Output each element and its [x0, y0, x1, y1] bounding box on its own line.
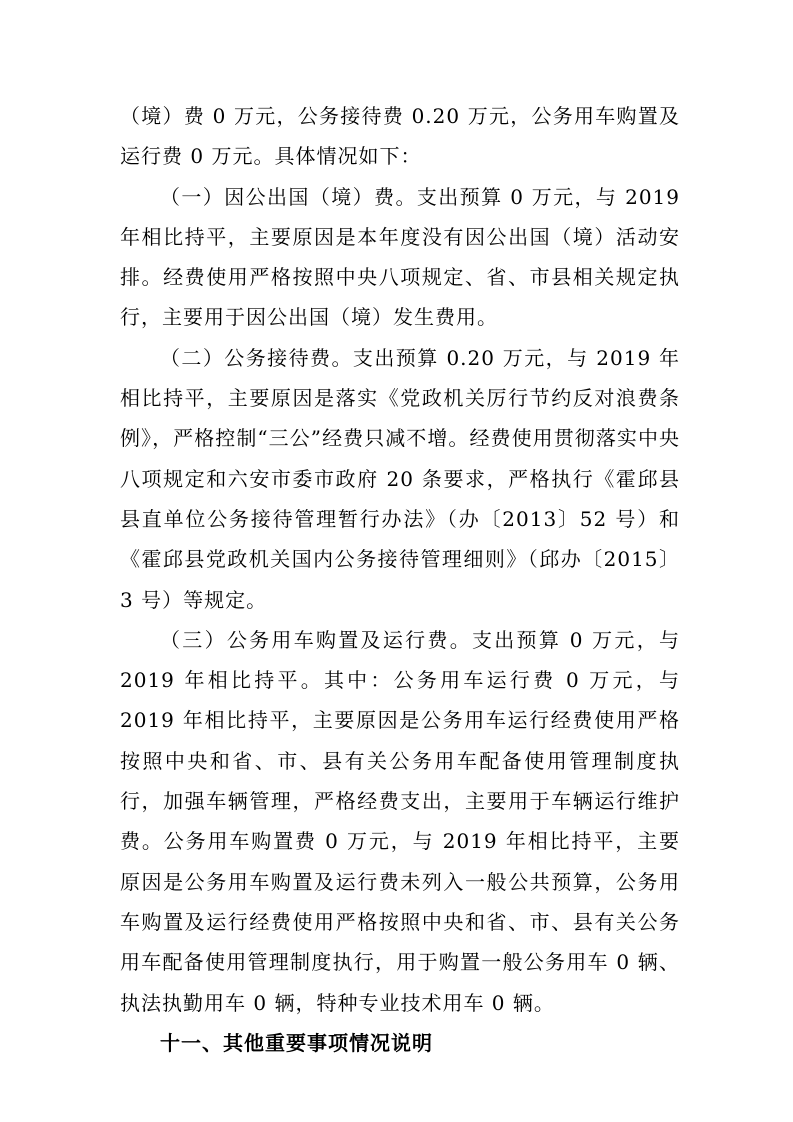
paragraph-overseas-travel: （一）因公出国（境）费。支出预算 0 万元，与 2019 年相比持平，主要原因是本年度没有因公出国（境）活动安排。经费使用严格按照中央八项规定、省、市县相关规定执行，主要用于因公出国（境）发生费用。	[120, 184, 680, 330]
paragraph-official-reception: （二）公务接待费。支出预算 0.20 万元，与 2019 年相比持平，主要原因是落实《党政机关厉行节约反对浪费条例》，严格控制“三公”经费只减不增。经费使用贯彻落实中央八项规定和六安市委市政府 20 条要求，严格执行《霍邱县县直单位公务接待管理暂行办法》（办〔2013〕52 号）和《霍邱县党政机关国内公务接待管理细则》（邱办〔2015〕3 号）等规定。	[120, 345, 680, 612]
paragraph-continuation: （境）费 0 万元，公务接待费 0.20 万元，公务用车购置及运行费 0 万元。具体情况如下：	[120, 104, 680, 169]
section-heading: 十一、其他重要事项情况说明	[160, 1030, 433, 1055]
paragraph-official-vehicles: （三）公务用车购置及运行费。支出预算 0 万元，与 2019 年相比持平。其中：公务用车运行费 0 万元，与 2019 年相比持平，主要原因是公务用车运行经费使用严格按照中央和省、市、县有关公务用车配备使用管理制度执行，加强车辆管理，严格经费支出，主要用于车辆运行维护费。公务用车购置费 0 万元，与 2019 年相比持平，主要原因是公务用车购置及运行费未列入一般公共预算，公务用车购置及运行经费使用严格按照中央和省、市、县有关公务用车配备使用管理制度执行，用于购置一般公务用车 0 辆、执法执勤用车 0 辆，特种专业技术用车 0 辆。	[120, 627, 680, 1015]
document-body	[120, 96, 680, 1063]
